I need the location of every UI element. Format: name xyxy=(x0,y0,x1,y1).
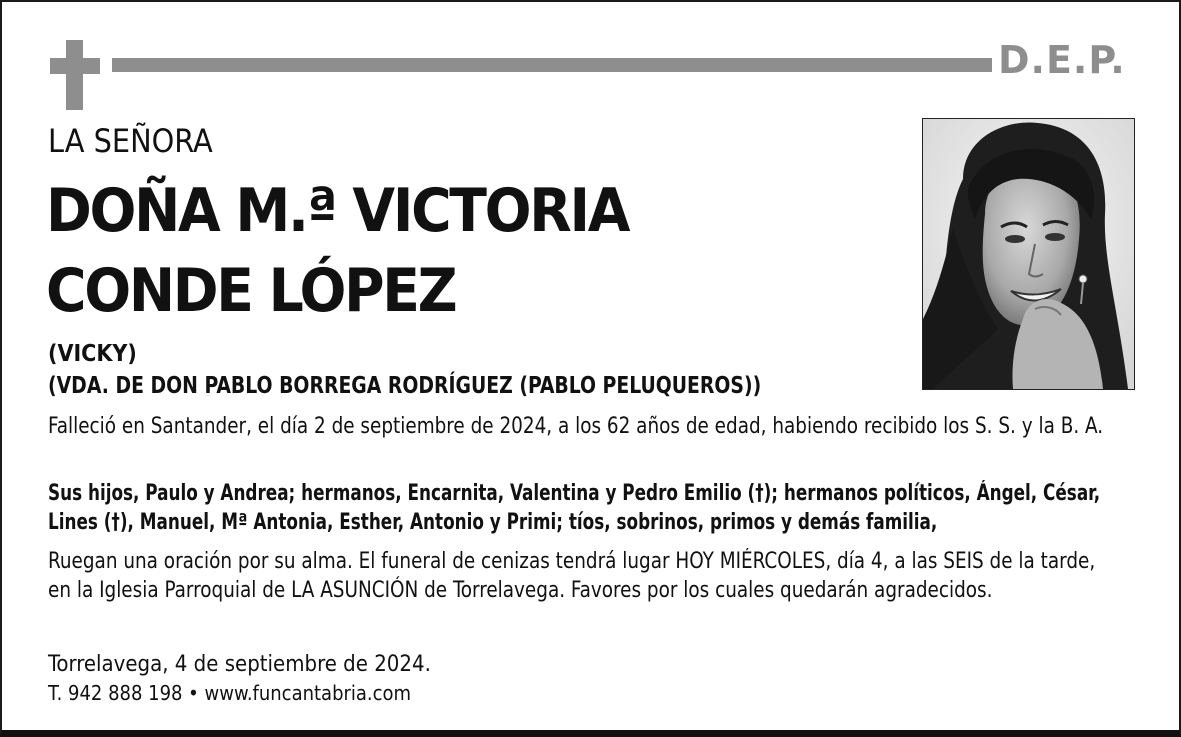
death-notice: Falleció en Santander, el día 2 de septiembre de 2024, a los 62 años de edad, habiendo recibido los S. S. y la B. A. xyxy=(48,414,1104,439)
funeral-notice: Ruegan una oración por su alma. El funeral de cenizas tendrá lugar HOY MIÉRCOLES, día 4, a las SEIS de la tarde, en la Iglesia Parroquial de LA ASUNCIÓN de Torrelavega. Favores por los cuales quedarán agradecidos. xyxy=(48,549,1096,603)
deceased-alias: (VICKY) xyxy=(48,341,137,367)
deceased-name-line1: DOÑA M.ª VICTORIA xyxy=(46,176,629,246)
family-list: Sus hijos, Paulo y Andrea; hermanos, Encarnita, Valentina y Pedro Emilio (†); hermanos políticos, Ángel, César, Lines (†), Manuel, Mª Antonia, Esther, Antonio y Primi; tíos, sobrinos, primos y demás familia, xyxy=(48,481,1101,535)
widow-of: (VDA. DE DON PABLO BORREGA RODRÍGUEZ (PABLO PELUQUEROS)) xyxy=(48,373,762,399)
contact-info: T. 942 888 198 • www.funcantabria.com xyxy=(48,681,412,705)
deceased-prefix: LA SEÑORA xyxy=(48,122,213,160)
place-date: Torrelavega, 4 de septiembre de 2024. xyxy=(48,652,431,677)
deceased-name xyxy=(46,171,628,331)
deceased-name-line2: CONDE LÓPEZ xyxy=(46,256,456,326)
portrait-photo xyxy=(922,118,1135,390)
header-divider xyxy=(112,58,992,72)
cross-icon xyxy=(50,40,100,110)
dep-label: D.E.P. xyxy=(998,38,1126,82)
portrait-image xyxy=(923,119,1134,389)
